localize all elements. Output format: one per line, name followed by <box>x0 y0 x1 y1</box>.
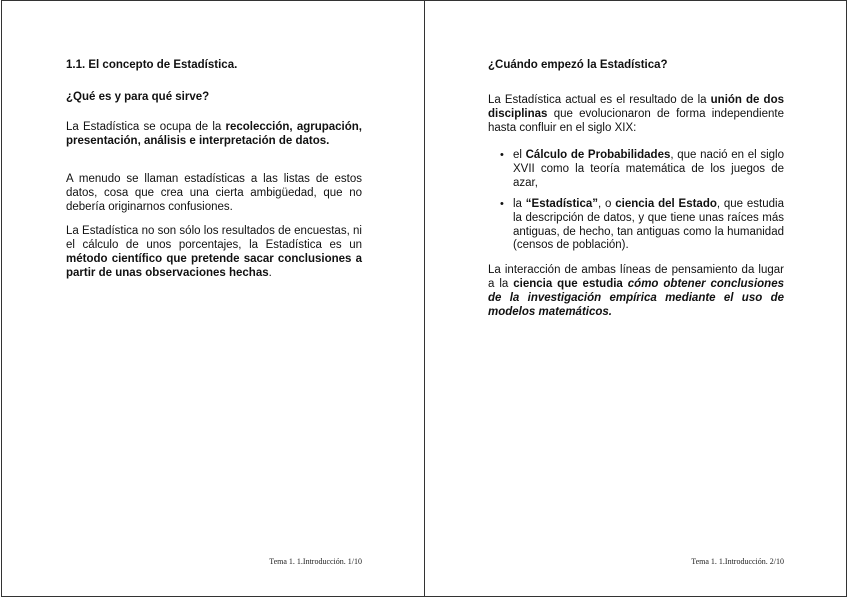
paragraph-ambiguity: A menudo se llaman estadísticas a las listas de estos datos, cosa que crea una cierta ambigüedad, que no debería originarnos confusiones. <box>66 173 362 213</box>
paragraph-emphasis: unión de dos disciplinas <box>488 94 784 120</box>
section-title: 1.1. El concepto de Estadística. <box>66 59 238 71</box>
list-item-text: , que nació en el siglo XVII como la teoría matemática de los juegos de azar, <box>513 149 784 189</box>
paragraph-emphasis-italic: cómo obtener conclusiones de la investigación empírica mediante el uso de modelos matemáticos. <box>488 277 784 318</box>
paragraph-text: que evolucionaron de forma independiente hasta confluir en el siglo XIX: <box>488 107 784 134</box>
paragraph-text: La interacción de ambas líneas de pensamiento da lugar a la <box>488 264 784 290</box>
section-subtitle: ¿Qué es y para qué sirve? <box>66 91 210 103</box>
bullet-icon: • <box>500 197 504 210</box>
list-item <box>488 198 784 254</box>
list-item-emphasis: Cálculo de Probabilidades <box>525 149 671 161</box>
paragraph-text: La Estadística no son sólo los resultados de encuestas, ni el cálculo de unos porcentajes, la Estadística es un <box>66 225 362 251</box>
paragraph-union <box>488 94 784 136</box>
paragraph-interaction <box>488 264 784 320</box>
section-title: ¿Cuándo empezó la Estadística? <box>488 59 668 71</box>
list-item <box>488 149 784 191</box>
list-item-text: , que estudia la descripción de datos, y que tiene unas raíces más antiguas, de hecho, tan antiguas como la humanidad (censos de población). <box>513 197 784 252</box>
disciplines-list <box>488 149 784 253</box>
paragraph-emphasis: recolección, agrupación, presentación, análisis e interpretación de datos. <box>66 121 362 147</box>
list-item-text: el <box>513 149 526 161</box>
slide-page-2 <box>424 0 847 597</box>
page-footer: Tema 1. 1.Introducción. 2/10 <box>691 557 784 566</box>
paragraph-emphasis: ciencia que estudia <box>513 277 623 290</box>
paragraph-text: La Estadística se ocupa de la <box>66 121 226 133</box>
page-footer: Tema 1. 1.Introducción. 1/10 <box>269 557 362 566</box>
paragraph-emphasis: método científico que pretende sacar conclusiones a partir de unas observaciones hechas <box>66 252 362 279</box>
paragraph-text: La Estadística actual es el resultado de la <box>488 94 711 106</box>
list-item-text: la <box>513 197 526 210</box>
bullet-icon: • <box>500 149 504 161</box>
paragraph-definition <box>66 121 362 149</box>
slide-page-1 <box>1 0 425 597</box>
list-item-emphasis: “Estadística” <box>525 197 599 210</box>
paragraph-scientific-method <box>66 225 362 281</box>
list-item-emphasis: ciencia del Estado <box>615 197 717 210</box>
paragraph-text: . <box>268 266 272 279</box>
list-item-text: , o <box>598 197 616 210</box>
